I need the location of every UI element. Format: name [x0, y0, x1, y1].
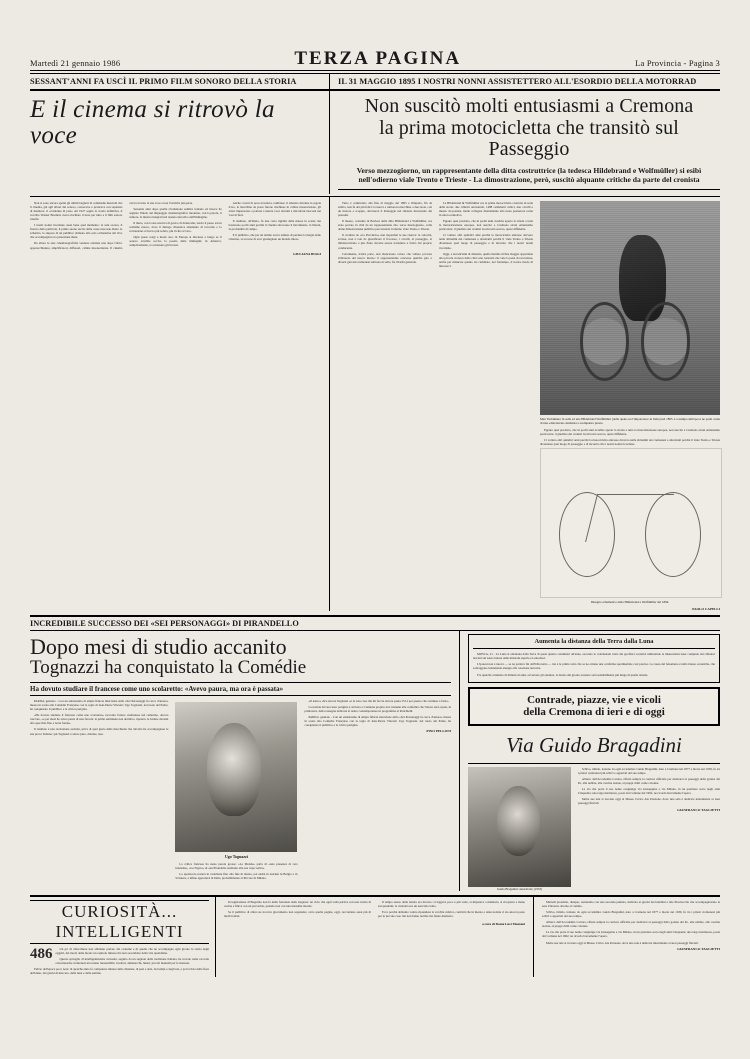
- pirandello-section: [30, 631, 720, 891]
- paper-name-and-page: La Provincia - Pagina 3: [635, 58, 720, 68]
- paragraph: Eppure quel prodotto, che in pochi anni avrebbe aperto la strada a tutta la motorizzazione europea, non suscitò a Cremona alcun entusiasmo particolare: il giudizio dei cronisti locali restò severo, quasi diffidente.: [439, 219, 533, 232]
- paragraph: MOSCA, 21 - La Luna si allontana dalla Terra di quasi quattro centimetri all'anno, secondo le conclusioni tratte dai geofisici sovietici utilizzando le misurazioni laser compiute dai riflettori lasciati sul suolo lunare dalle missioni Apollo e Lunochod.: [473, 652, 715, 661]
- rider-figure: [619, 235, 666, 321]
- paragraph: La via che porta il suo nome congiunge via Giuseppina a via Milano, in un quartiere sorto negli anni Cinquanta; una targa marmorea, posta dal Comune nel 1962, ne ricorda brevemente l'opera.: [577, 787, 720, 796]
- pirandello-kicker: INCREDIBILE SUCCESSO DEI «SEI PERSONAGGI» DI PIRANDELLO: [30, 615, 720, 631]
- article-moto-continued: [540, 428, 720, 446]
- article-cinema: [30, 197, 330, 611]
- pirandello-col-1: [30, 699, 168, 736]
- byline-curiosita-right: GIANFRANCO TAGLIETTI: [677, 946, 720, 951]
- paragraph: Il tempo stesso della lettura era diverso: si leggeva poco e più volte, si imparava a memoria, si ricopiava a mano sui quaderni; la curiosità era un esercizio lento.: [378, 899, 525, 908]
- paragraph: La Hildebrand & Wolfmüller era la prima motocicletta costruita in serie della storia: due cilindri orizzontali, 1488 centimetri cubici, due cavalli e mezzo di potenza, bielle collegate direttamente alla ruota posteriore come in una locomotiva.: [439, 200, 533, 217]
- caption-motorcycle-drawing: Disegno schematico della Hildebrand e Wolfmüller del 1894.: [590, 600, 670, 605]
- headline-tognazzi-line1: Dopo mesi di studio accanito: [30, 633, 287, 659]
- paragraph: Tutto è cominciato alla fine di maggio del 1895 e l'impatto, fin da subito, non fu dei più felici: la nuova e rumorosa macchina a due ruote, con un motore a scoppio, attraversò il Passeggio nel silenzio incuriosito dei passanti.: [338, 200, 432, 217]
- promo-line1: Contrade, piazze, vie e vicoli: [527, 693, 661, 706]
- paragraph: Il mezzo, costruito in Baviera dalla ditta Hildebrand e Wolfmüller, era stato portato in città da un rappresentante che, verso mezzogiorno, volle darne dimostrazione pubblica percorrendo l'odierno viale Trento e Trieste.: [338, 219, 432, 232]
- paragraph: «Il teatro» dice ancora Tognazzi «è la sola cosa che mi faccia ancora paura. Ed è per questo che continuo a farlo».: [308, 698, 450, 703]
- byline-cinema: GIULIANA BIAGI: [293, 251, 321, 256]
- paragraph: Schivo, timido, lontano da ogni accademia: Guido Bragadini, nato a Cremona nel 1877 e morto nel 1939, fu tra i pittori cremonesi più schivi e appartati del suo tempo.: [542, 910, 720, 919]
- curiosita-section: [30, 895, 720, 977]
- paragraph: Anche i teatri di posa dovettero cambiare: il silenzio divenne la regola d'oro, le macchine da presa furono rinchiuse in cabine insonorizzate, gli attori impararono a parlare a mezza voce davanti a microfoni nascosti nei vasi di fiori.: [228, 200, 321, 217]
- paragraph: Il risultato, all'inizio, fu una certa rigidità della messa in scena; ma bastarono pochi anni perché il cinema ritrovasse il movimento, la libertà, la profondità di campo.: [228, 219, 321, 232]
- paragraph: Lo spettacolo resterà in cartellone fino alla fine di marzo, poi andrà in tournée in Belgio e in Svizzera, e infine approderà in Italia, probabilmente al Piccolo di Milano.: [175, 872, 298, 881]
- schematic-frame: [585, 494, 674, 542]
- tognazzi-face: [207, 723, 261, 816]
- body-grid: [30, 196, 720, 611]
- photo-bragadini: [468, 767, 571, 887]
- paragraph: Da allora le sale cinematografiche vennero adattate una dopo l'altra: apparecchiature, amplificatori, diffusori, cabine insonorizzate. Il cinema aveva trovato la sua voce e non l'avrebbe più persa.: [30, 200, 193, 250]
- paragraph: PARIGI, gennaio - Con un entusiasmo di ampia fiducia interviene sulla «Sei Personaggi in cerca d'autore» messa in scena alla Comédie Française con la regia di Jean-Pierre Vincent: Ugo Tognazzi, nel ruolo del Padre, ha conquistato il pubblico e la critica parigina.: [30, 698, 169, 712]
- paragraph: Ecco perché abbiamo voluto riprendere la vecchia rubrica, convinti che in mezzo a tante notizie ci sia ancora posto per le piccole cose che non fanno notizia ma fanno memoria.: [378, 910, 525, 919]
- paragraph: Il muto, con la sua retorica di gesti e di didascalie, lasciò il passo ad un realismo nuovo, dove il dialogo diventava strumento di racconto e la recitazione si faceva più sobria, più vicina al vero.: [129, 221, 222, 234]
- headline-moto-line2: la prima motocicletta che transitò sul Passeggio: [379, 116, 679, 161]
- caption-motorcycle-photo: Max Turbikinter in sella ad una Hildebrand Wolfmüller (della quale era l'importatore in Italia) nel 1895. La stampa dell'epoca ne parlò come di una «diavoleria» destinata a scomparire presto.: [540, 416, 720, 425]
- paragraph: Schivo, timido, lontano da ogni accademia: Guido Bragadini, nato a Cremona nel 1877 e morto nel 1939, fu tra i pittori cremonesi più schivi e appartati del suo tempo.: [577, 766, 720, 775]
- masthead: [30, 46, 720, 71]
- headline-row: [30, 91, 720, 194]
- wheel-front: [580, 302, 629, 381]
- paragraph: Il cronista de «La Provincia» non risparmiò le sue riserve: la velocità, scrisse, non è tale da giustificare il fracasso; i cavalli, al passaggio, si imbizzarrivano e più d'uno dovette essere trattenuto a fatica dal proprio conducente.: [338, 233, 432, 250]
- photo-motorcycle-rider: [540, 201, 720, 415]
- wheel-rear: [641, 302, 690, 381]
- moon-box-title: Aumenta la distanza della Terra dalla Luna: [534, 637, 654, 645]
- paragraph: Molte sue tele si trovano oggi al Museo Civico Ala Ponzone, dove una sala è dedicata interamente ai suoi paesaggi fluviali.: [577, 797, 720, 806]
- paragraph: In legislazione di Bagolino non fa nulla fortunata dalla stagione: un ciclo che ogni volta partiva con una ricetta di cucina e finiva con un proverbio, quando non con una massima morale.: [224, 899, 371, 908]
- drawing-motorcycle-schematic: [540, 448, 722, 598]
- pirandello-main: [30, 631, 460, 891]
- issue-date: Martedì 21 gennaio 1986: [30, 58, 121, 68]
- photo-tognazzi: [175, 702, 297, 852]
- paragraph: PARIGI, gennaio - Con un entusiasmo di ampia fiducia interviene sulla «Sei Personaggi in cerca d'autore» messa in scena alla Comédie Française con la regia di Jean-Pierre Vincent: Ugo Tognazzi, nel ruolo del Padre, ha conquistato il pubblico e la critica parigina.: [304, 715, 451, 728]
- paragraph: Il risultato è una recitazione asciutta, priva di quel gusto della macchietta che talvolta ha accompagnato le sue prove italiane: qui Tognazzi è attore puro, dolente, teso.: [30, 727, 169, 736]
- subhead-tognazzi: Ha dovuto studiare il francese come uno scolaretto: «Avevo paura, ma ora è passata»: [30, 682, 451, 696]
- paragraph: Un po' di chiacchiere non abbiamo parlato del costume e di quello che ne accompagna ogni giorno la storia degli oggetti, dei modi, delle mode: un capitolo minore ma non secondario della vita quotidiana.: [55, 946, 209, 955]
- article-cinema-text: [30, 201, 321, 250]
- bragadini-face: [497, 786, 540, 856]
- paragraph: Oggi, a novant'anni di distanza, quella mattina di fine maggio appartiene alla piccola cronaca della città: una curiosità che vale la pena di raccontare, anche per misurare quanto sia cambiato, nel frattempo, il nostro modo di muoverci.: [439, 251, 533, 268]
- paragraph: Fulvio dell'epoca poco note: di qualche anno fa compaiono misure delle distanze, di pesi e dosi, dei tempi e degli usi, e poi la lista delle fiere dell'anno, dei giorni di mercato, delle lune e delle semine.: [30, 967, 209, 976]
- paragraph: Non si sono ancora spenti gli ultimi bagliori di commedie musicali che il cinema, già agli albori del sonoro, conosceva e praticava con sapienza di mestiere: il «Cantante di jazz» del 1927 segnò la svolta definitiva, il vecchio Warner Brothers aveva rischiato il tutto per tutto e il film sonoro trionfò.: [30, 200, 123, 222]
- paragraph: La via che porta il suo nome congiunge via Giuseppina a via Milano, in un quartiere sorto negli anni Cinquanta; una targa marmorea, posta dal Comune nel 1962, ne ricorda brevemente l'opera.: [542, 930, 720, 939]
- paragraph: Eppure quel prodotto, che in pochi anni avrebbe aperto la strada a tutta la motorizzazione europea, non suscitò a Cremona alcun entusiasmo particolare: il giudizio dei cronisti locali restò severo, quasi diffidente.: [540, 428, 720, 437]
- caption-bragadini: Guido Bragadini: autoritratto (1933): [496, 886, 542, 891]
- curiosita-left: [30, 897, 216, 977]
- paragraph: Allievo dell'Accademia Carrara, rifiutò sempre la carriera ufficiale per dedicarsi ai paesaggi della golena del Po, alle nebbie, alle cascine isolate, ai pioppi dritti come colonne.: [577, 777, 720, 786]
- headline-left-wrap: [30, 91, 330, 194]
- section-title: TERZA PAGINA: [294, 48, 462, 69]
- paragraph: La critica francese ha usato parole grosse: «Le Monde» parla di «una presenza di rara intensità», «Le Figaro» di «un Pirandello restituito alla sua cupa verità».: [175, 861, 298, 871]
- article-moto-text: [338, 201, 533, 268]
- paragraph: Questo spiraglio di intelligentissime curiosità, seguito da un segnale della tradizione italiana, ha trovato nelle raccolte ottocentesche cremonesi un terreno inesauribile: ricettari, almanacchi, lunari, piccoli manuali per le massaie.: [55, 957, 209, 966]
- headline-right-wrap: [330, 91, 720, 194]
- byline-curiosita: a cura di Dante Luci Montani: [481, 922, 525, 927]
- curiosita-body: [224, 900, 525, 920]
- paragraph: Martedì prossimo, dunque, torneremo con una seconda puntata, dedicata ai giochi dei bambini e alle filastrocche che accompagnavano le sere d'inverno attorno al camino.: [542, 899, 720, 908]
- pirandello-col-2: [175, 862, 297, 880]
- paragraph: E il pubblico, che per un attimo aveva temuto di perdere la magia dello schermo, si accorse di aver guadagnato un mondo intero.: [228, 233, 321, 242]
- paragraph: Molte sue tele si trovano oggi al Museo Civico Ala Ponzone, dove una sala è dedicata interamente ai suoi paesaggi fluviali.: [546, 940, 699, 945]
- curiosita-right: [534, 897, 720, 977]
- promo-line2: della Cremona di ieri e di oggi: [523, 706, 665, 719]
- paragraph: Allievo dell'Accademia Carrara, rifiutò sempre la carriera ufficiale per dedicarsi ai paesaggi della golena del Po, alle nebbie, alle cascine isolate, ai pioppi dritti come colonne.: [542, 920, 720, 929]
- paragraph: I nostri nonni ricordano assai bene quel momento: la sala oscura, il fruscio della pellicola, il primo suono uscito dalle casse nascoste dietro lo schermo, lo stupore di un pubblico abituato alla sola orchestrina dal vivo che accompagnava la proiezione muta.: [30, 223, 123, 240]
- strap-left: SESSANT'ANNI FA USCÌ IL PRIMO FILM SONORO DELLA STORIA: [30, 74, 330, 89]
- paragraph: Sessanta anni dopo quella rivoluzione sembra lontana ed invece ha segnato l'inizio del linguaggio cinematografico moderno, con la parola, il rumore, la musica integrati nel tessuto narrativo dell'immagine.: [129, 206, 222, 219]
- subhead-moto: Verso mezzogiorno, un rappresentante della ditta costruttrice (la tedesca Hildebrand e Wolfmüller) si esibì nell'odierno viale Trento e Trieste - La dimostrazione, però, suscitò alquante critiche da parte del cronista: [338, 161, 720, 190]
- strap-right: IL 31 MAGGIO 1895 I NOSTRI NONNI ASSISTETTERO ALL'ESORDIO DELLA MOTORRAD: [338, 77, 697, 86]
- headline-moto: [338, 96, 720, 161]
- street-name-title: Via Guido Bragadini: [468, 729, 720, 764]
- paragraph: Ci vollero altri quindici anni perché la motocicletta entrasse davvero nelle abitudini dei cremonesi e altrettanti perché il viale Trento e Trieste diventasse quel luogo di passeggio e di incontro che i nostri nonni ricordano.: [540, 438, 720, 447]
- headline-tognazzi-line2: Tognazzi ha conquistato la Comédie: [30, 656, 307, 678]
- article-moto: [330, 197, 720, 611]
- paragraph: Se il pubblico di allora ne trovava giovamento non sappiamo; certo quelle pagine, oggi, raccontano assai più di molti trattati.: [224, 910, 371, 919]
- paragraph: Ci vollero altri quindici anni perché la motocicletta entrasse davvero nelle abitudini dei cremonesi e altrettanti perché il viale Trento e Trieste diventasse quel luogo di passeggio e di incontro che i nostri nonni ricordano.: [439, 233, 533, 250]
- pirandello-sidebar: [460, 631, 720, 891]
- curiosita-intro: [30, 947, 209, 975]
- bragadini-text: [578, 767, 720, 806]
- paragraph: La notizia del successo parigino è arrivata a Cremona proprio ieri, insieme alla conferma che l'attore sarà ospite, in primavera, della rassegna dedicata al teatro contemporaneo in programma al Ponchielli.: [304, 705, 451, 714]
- promo-box: [468, 687, 720, 726]
- headline-cinema: E il cinema si ritrovò la voce: [30, 96, 275, 150]
- moon-box: [468, 634, 720, 683]
- curiosita-title: CURIOSITÀ... INTELLIGENTI: [30, 900, 209, 944]
- paragraph: L'ipotesi non è nuova — se ne parlava fin dall'Ottocento — ma è la prima volta che se ne ottiene una conferma sperimentale così precisa. La causa del fenomeno è nelle maree oceaniche, che sottraggono lentamente energia alla rotazione terrestre.: [473, 662, 715, 671]
- paragraph: Ogni paese reagì a modo suo: in Europa si discusse a lungo se il sonoro avrebbe ucciso la poesia delle immagini; in America, semplicemente, si contarono gli incassi.: [129, 235, 222, 248]
- byline-moto: PAOLO CAPELLI: [692, 606, 720, 611]
- headline-tognazzi: [30, 635, 451, 678]
- paragraph: Fra qualche centinaio di milioni di anni, avvertono gli studiosi, la durata del giorno terrestre sarà sensibilmente più lunga di quella attuale.: [477, 672, 648, 677]
- curiosita-extra: [542, 900, 720, 945]
- paragraph: Certamente, d'altra parte, non mancarono coloro che vollero provare l'ebbrezza del nuovo mezzo: il rappresentante concesse qualche giro e diversi giovani cremonesi salirono in sella, fra l'ilarità generale.: [338, 251, 432, 264]
- byline-bragadini: GIANFRANCO TAGLIETTI: [677, 807, 720, 812]
- curiosita-number: 486: [30, 945, 53, 962]
- strap-row: [30, 73, 720, 91]
- divider: [473, 648, 715, 649]
- curiosita-mid: [216, 897, 534, 977]
- headline-moto-line1: Non suscitò molti entusiasmi a Cremona: [364, 95, 694, 117]
- moon-box-text: [473, 652, 715, 676]
- caption-tognazzi: Ugo Tognazzi: [224, 853, 248, 859]
- byline-pirandello: PINO PELLONI: [426, 729, 451, 734]
- paragraph: «Ho dovuto studiare il francese come uno scolaretto» racconta l'attore cremonese nel camerino, ancora truccato, «e per mesi ho avuto paura di non farcela: le prime settimane non dormivo, ripetevo le battute davanti allo specchio fino a notte fonda».: [30, 713, 169, 726]
- pirandello-col-3: [304, 699, 451, 727]
